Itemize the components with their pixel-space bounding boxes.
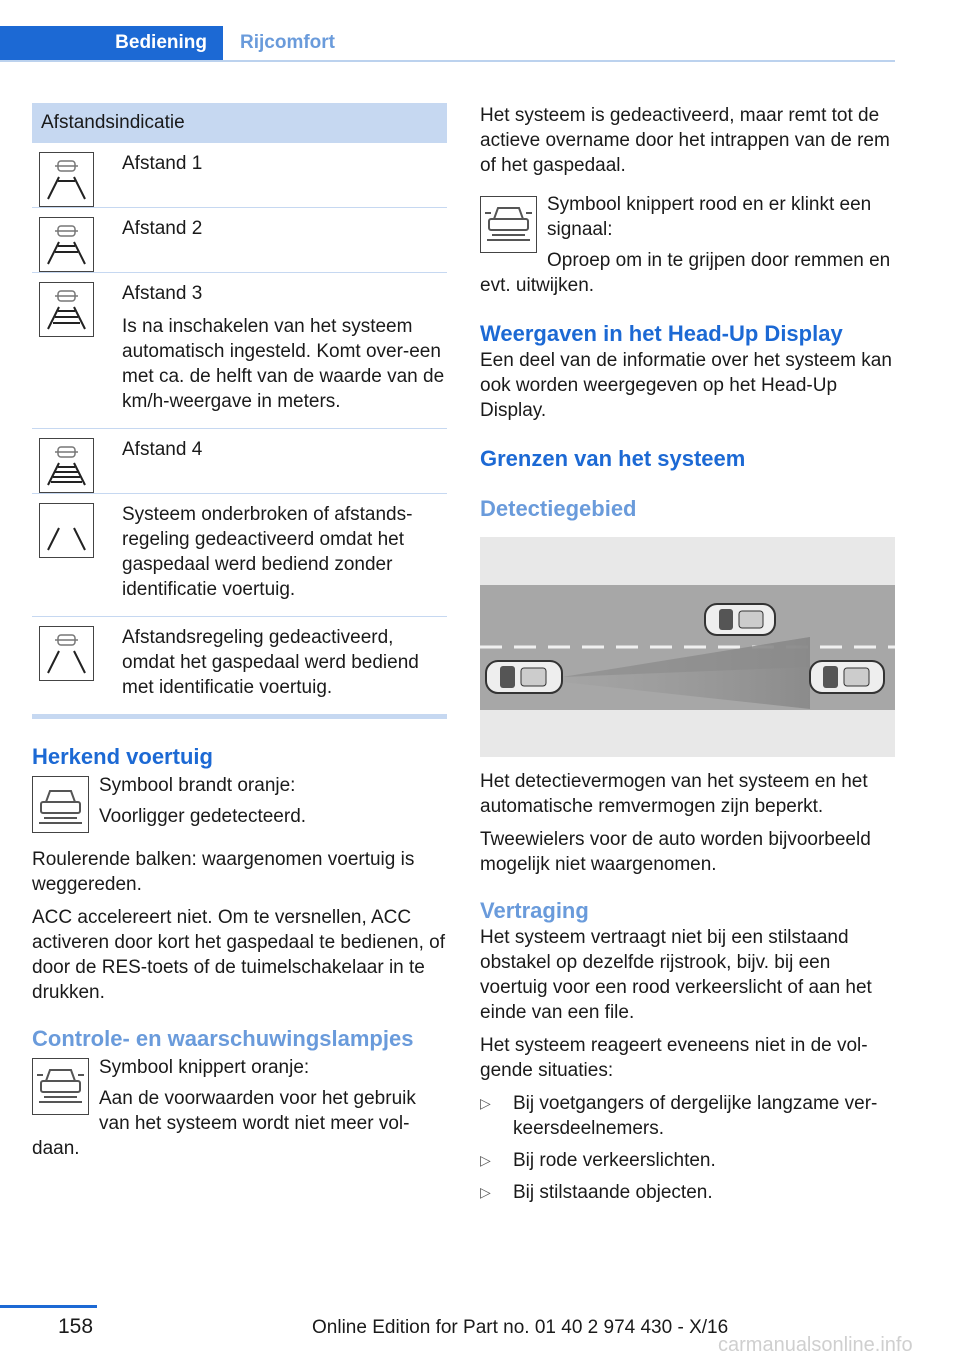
table-row	[32, 617, 447, 719]
red-line2: Oproep om in te grijpen door remmen en evt. uitwijken.	[480, 250, 891, 296]
heading-recognized-vehicle: Herkend voertuig	[32, 744, 213, 769]
list-item: ▷ Bij voetgangers of dergelijke langzame ver-keersdeelnemers.	[480, 1093, 878, 1139]
left-column	[32, 103, 447, 1161]
triangle-bullet-icon: ▷	[480, 1184, 491, 1200]
paragraph: Een deel van de informatie over het systeem kan ook worden weergegeven op het Head-Up Display.	[480, 350, 892, 421]
table-row	[32, 208, 447, 273]
tab-bar	[0, 26, 895, 62]
recognized-line2: Voorligger gedetecteerd.	[99, 806, 307, 827]
lane-lines-icon	[39, 503, 94, 558]
watermark: carmanualsonline.info	[718, 1334, 913, 1356]
table-row	[32, 143, 447, 208]
vehicle-warning-icon	[32, 1058, 89, 1115]
paragraph: Het systeem is gedeactiveerd, maar remt tot de actieve overname door het intrappen van de rem of het gaspedaal.	[480, 105, 890, 176]
table-header: Afstandsindicatie	[32, 103, 447, 143]
red-line1: Symbool knippert rood en er klinkt een signaal:	[547, 194, 872, 240]
paragraph: Het systeem reageert eveneens niet in de vol-gende situaties:	[480, 1035, 868, 1081]
tab-bediening[interactable]: Bediening	[0, 26, 223, 60]
triangle-bullet-icon: ▷	[480, 1095, 491, 1111]
vehicle-detected-icon	[32, 776, 89, 833]
heading-head-up-display: Weergaven in het Head-Up Display	[480, 321, 843, 346]
car-ahead	[810, 661, 884, 693]
car-front-lane	[705, 604, 775, 635]
tab-rijcomfort[interactable]: Rijcomfort	[240, 32, 335, 53]
row-text: Systeem onderbroken of afstands-regeling gedeactiveerd omdat het gaspedaal werd bediend zonder identificatie voertuig.	[122, 504, 413, 600]
table-row	[32, 429, 447, 494]
heading-system-limits: Grenzen van het systeem	[480, 446, 746, 471]
page-number: 158	[58, 1315, 94, 1338]
heading-detection-area: Detectiegebied	[480, 496, 637, 521]
row-text: Afstand 2	[122, 218, 203, 239]
list-item: ▷ Bij rode verkeerslichten.	[480, 1150, 716, 1171]
distance-3-icon	[39, 282, 94, 337]
paragraph: Tweewielers voor de auto worden bijvoorbeeld mogelijk niet waargenomen.	[480, 829, 871, 875]
car-lane-lines-icon	[39, 626, 94, 681]
paragraph: Het systeem vertraagt niet bij een stilstaand obstakel op dezelfde rijstrook, bijv. bij een voertuig voor een rood verkeerslicht of aan het einde van een file.	[480, 927, 872, 1023]
recognized-line1: Symbool brandt oranje:	[99, 775, 296, 796]
table-row	[32, 494, 447, 617]
triangle-bullet-icon: ▷	[480, 1152, 491, 1168]
bullet-list	[480, 1091, 895, 1205]
heading-deceleration: Vertraging	[480, 898, 589, 923]
row-text: Afstand 3	[122, 283, 203, 304]
right-column	[480, 103, 895, 1212]
row-text: Afstandsregeling gedeactiveerd, omdat het gaspedaal werd bediend met identificatie voertuig.	[122, 627, 419, 698]
heading-warning-lamps: Controle- en waarschuwingslampjes	[32, 1026, 414, 1051]
list-item: ▷ Bij stilstaande objecten.	[480, 1182, 713, 1203]
table-row	[32, 273, 447, 429]
paragraph: Het detectievermogen van het systeem en het automatische remvermogen zijn beperkt.	[480, 771, 868, 817]
paragraph: Roulerende balken: waargenomen voertuig is weggereden.	[32, 849, 415, 895]
warning-line1: Symbool knippert oranje:	[99, 1057, 310, 1078]
edition-text: Online Edition for Part no. 01 40 2 974 430 - X/16	[312, 1317, 729, 1338]
row-text: Afstand 4	[122, 439, 203, 460]
row-description: Is na inschakelen van het systeem automatisch ingesteld. Komt over-een met ca. de helft van de waarde van de km/h-weergave in meters.	[122, 316, 445, 412]
car-own	[486, 661, 562, 693]
footer-accent-line	[0, 1305, 97, 1308]
row-text: Afstand 1	[122, 153, 203, 174]
distance-4-icon	[39, 438, 94, 493]
detection-area-illustration	[480, 537, 895, 757]
warning-line2: Aan de voorwaarden voor het gebruik van het systeem wordt niet meer vol-daan.	[32, 1088, 416, 1159]
vehicle-alert-icon	[480, 196, 537, 253]
paragraph: ACC accelereert niet. Om te versnellen, ACC activeren door kort het gaspedaal te bedienen, of door de RES-toets of de tuimelschakelaar in te drukken.	[32, 907, 446, 1003]
distance-1-icon	[39, 152, 94, 207]
distance-2-icon	[39, 217, 94, 272]
